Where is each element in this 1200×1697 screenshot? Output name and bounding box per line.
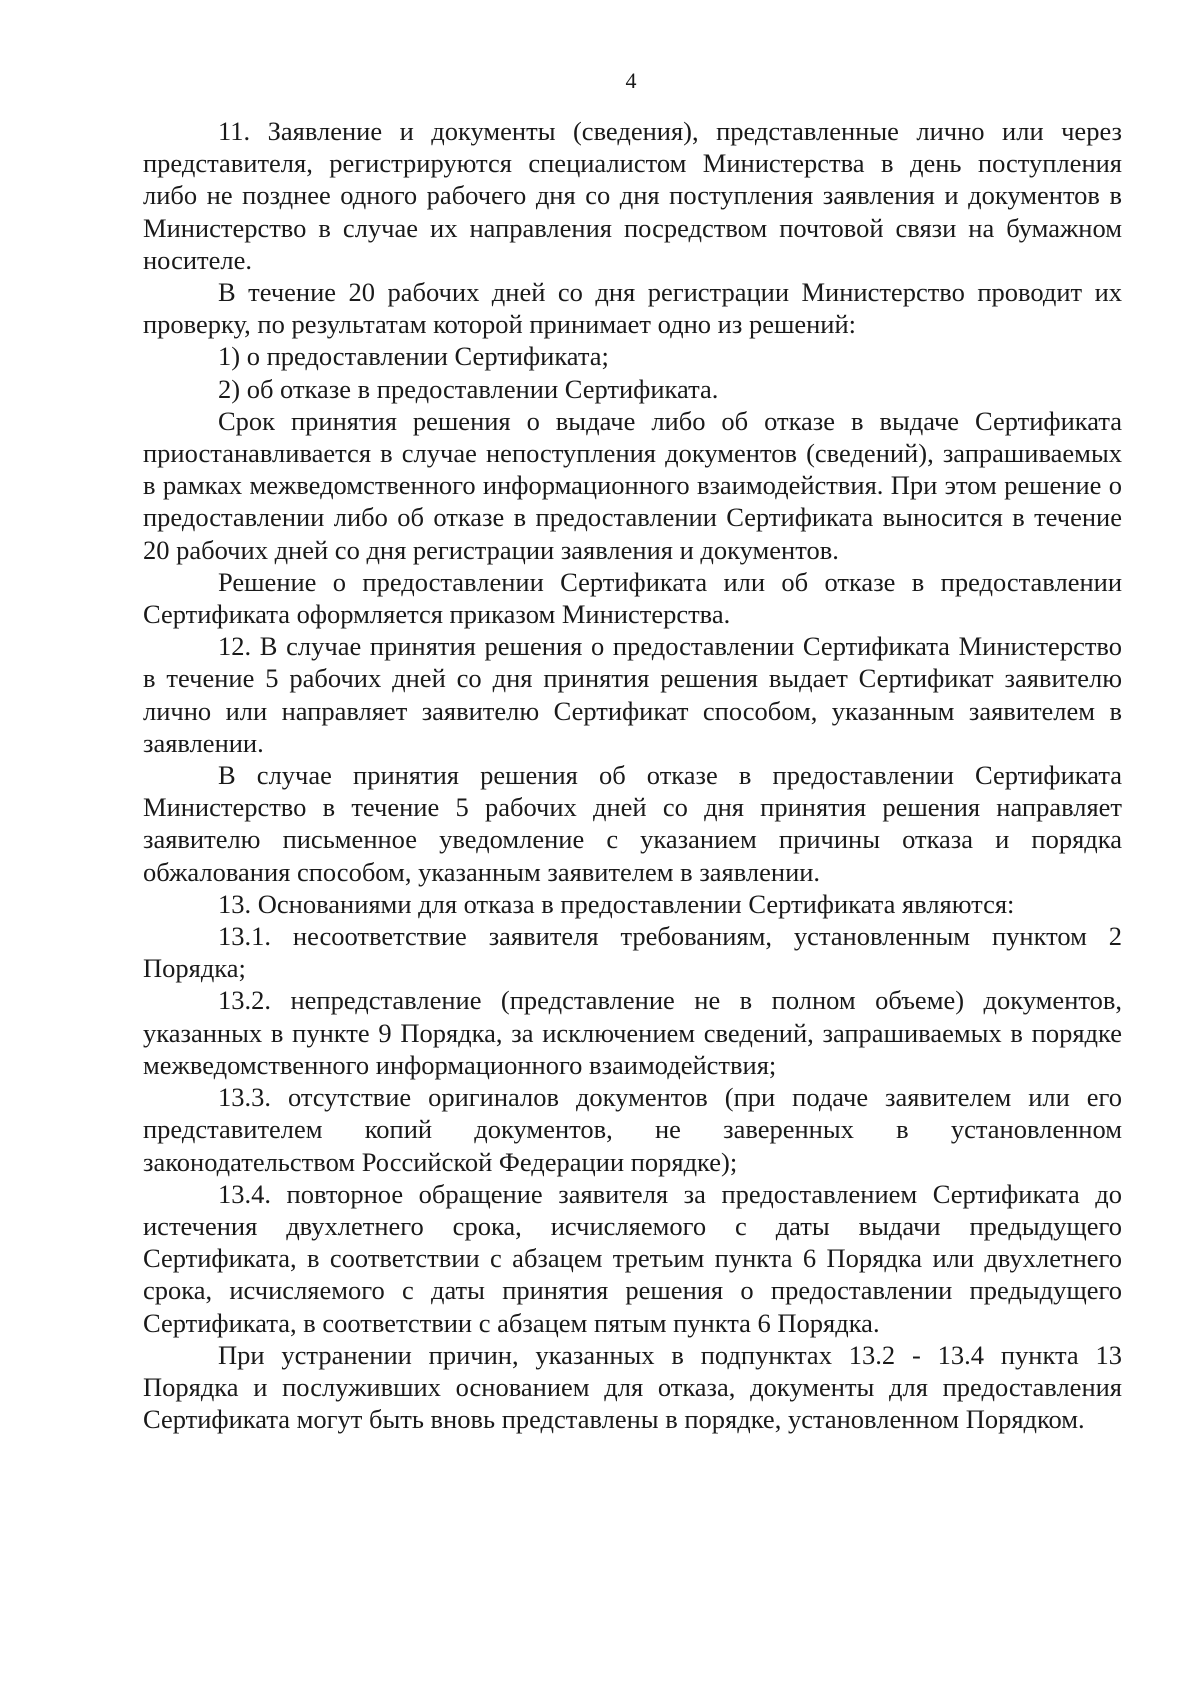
paragraph-13-2: 13.2. непредставление (представление не в полном объеме) документов, указанных в пункте 9 Порядка, за исключением сведений, запрашиваемых в порядке межведомственного информационного взаимодействия; [143,985,1122,1080]
paragraph-13: 13. Основаниями для отказа в предоставлении Сертификата являются: [218,888,1015,919]
paragraph-refusal-notice: В случае принятия решения об отказе в предоставлении Сертификата Министерство в течение 5 рабочих дней со дня принятия решения направляет заявителю письменное уведомление с указанием причины отказа и порядка обжалования способом, указанным заявителем в заявлении. [143,760,1122,887]
document-body [143,115,1122,1435]
paragraph-resubmission: При устранении причин, указанных в подпунктах 13.2 - 13.4 пункта 13 Порядка и послуживших основанием для отказа, документы для предоставления Сертификата могут быть вновь представлены в порядке, установленном Порядком. [143,1339,1122,1435]
paragraph-13-1: 13.1. несоответствие заявителя требованиям, установленным пунктом 2 Порядка; [143,921,1122,984]
paragraph-12: 12. В случае принятия решения о предоставлении Сертификата Министерство в течение 5 рабочих дней со дня принятия решения выдает Сертификат заявителю лично или направляет заявителю Сертификат способом, указанным заявителем в заявлении. [143,631,1122,758]
paragraph-decision-2: 2) об отказе в предоставлении Сертификата. [218,373,719,404]
page-number: 4 [625,68,637,93]
paragraph-suspension: Срок принятия решения о выдаче либо об отказе в выдаче Сертификата приостанавливается в случае непоступления документов (сведений), запрашиваемых в рамках межведомственного информационного взаимодействия. При этом решение о предоставлении либо об отказе в предоставлении Сертификата выносится в течение 20 рабочих дней со дня регистрации заявления и документов. [143,405,1122,565]
paragraph-decision-1: 1) о предоставлении Сертификата; [218,341,609,372]
paragraph-11: 11. Заявление и документы (сведения), представленные лично или через представителя, регистрируются специалистом Министерства в день поступления либо не позднее одного рабочего дня со дня поступления заявления и документов в Министерство в случае их направления посредством почтовой связи на бумажном носителе. [143,116,1122,275]
paragraph-13-3: 13.3. отсутствие оригиналов документов (при подаче заявителем или его представителем копий документов, не заверенных в установленном законодательством Российской Федерации порядке); [143,1082,1122,1177]
paragraph-review-period: В течение 20 рабочих дней со дня регистрации Министерство проводит их проверку, по результатам которой принимает одно из решений: [143,277,1122,340]
paragraph-13-4: 13.4. повторное обращение заявителя за предоставлением Сертификата до истечения двухлетнего срока, исчисляемого с даты выдачи предыдущего Сертификата, в соответствии с абзацем третьим пункта 6 Порядка или двухлетнего срока, исчисляемого с даты принятия решения о предоставлении предыдущего Сертификата, в соответствии с абзацем пятым пункта 6 Порядка. [143,1178,1122,1338]
paragraph-order: Решение о предоставлении Сертификата или об отказе в предоставлении Сертификата оформляется приказом Министерства. [143,566,1122,630]
